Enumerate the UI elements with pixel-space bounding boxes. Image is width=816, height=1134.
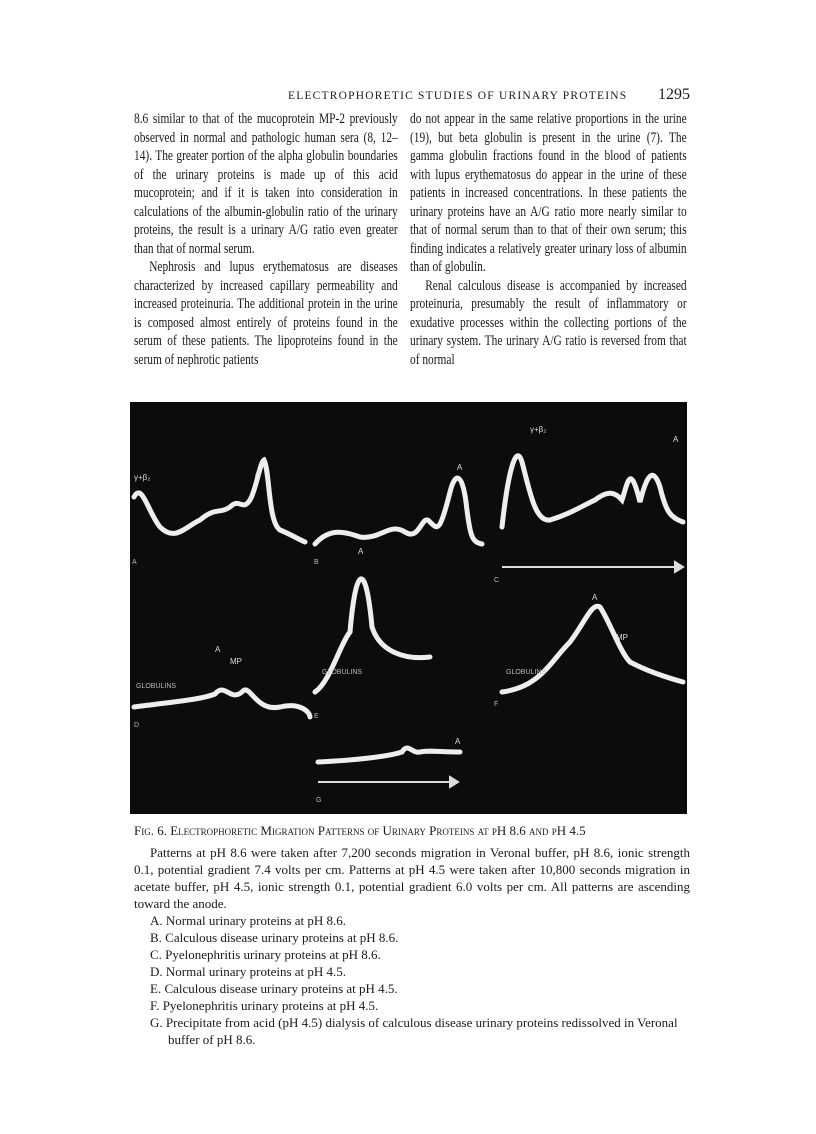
caption-title: Fig. 6. Electrophoretic Migration Patterns of Urinary Proteins at pH 8.6 and pH 4.5	[134, 823, 586, 838]
electrophoresis-figure	[130, 402, 687, 814]
gamma-beta-label-c: γ+β₂	[530, 425, 547, 434]
paragraph: Renal calculous disease is accompanied by increased proteinuria, presumably the result of inflammatory or exudative processes within the collecting portions of the urinary system. The urinary A/G ratio is reversed from that of normal	[410, 277, 687, 368]
albumin-label-f: A	[592, 593, 598, 602]
page-number: 1295	[658, 86, 690, 103]
paragraph: do not appear in the same relative proportions in the urine (19), but beta globulin is present in the urine (7). The gamma globulin fractions found in the blood of patients with lupus erythematosus do appear in the urine of these patients in increased concentrations. In these patients the urinary proteins have an A/G ratio more nearly similar to that of normal serum than to that of their own serum; this finding indicates a relatively greater urinary loss of albumin than of globulin.	[410, 111, 687, 275]
paragraph: 8.6 similar to that of the mucoprotein MP-2 previously observed in normal and pathologic human sera (8, 12–14). The greater portion of the alpha globulin boundaries of the urinary proteins is made up of this acid mucoprotein; and if it is taken into consideration in calculations of the albumin-globulin ratio of the urinary proteins, the result is a urinary A/G ratio even greater than that of normal serum.	[134, 111, 398, 257]
figure-caption	[134, 822, 690, 1048]
globulins-label-f: GLOBULINS	[506, 669, 547, 676]
albumin-label-g: A	[455, 737, 461, 746]
pattern-g-curve	[318, 748, 460, 762]
pattern-d-curve	[134, 690, 310, 717]
left-column	[134, 110, 398, 369]
gamma-beta-label-a: γ+β₂	[134, 473, 151, 482]
albumin-label-a: A	[255, 469, 261, 478]
caption-body: Patterns at pH 8.6 were taken after 7,200 seconds migration in Veronal buffer, pH 8.6, ionic strength 0.1, potential gradient 7.4 volts per cm. Patterns at pH 4.5 were taken after 10,800 seconds migration in acetate buffer, pH 4.5, ionic strength 0.1, potential gradient 6.0 volts per cm. All patterns are ascending toward the anode.	[134, 845, 690, 911]
albumin-label-e: A	[358, 547, 364, 556]
panel-label-d: D	[134, 722, 140, 729]
pattern-f-curve	[502, 606, 683, 692]
mp-label-f: MP	[616, 633, 628, 642]
caption-item: D. Normal urinary proteins at pH 4.5.	[150, 964, 347, 979]
mp-label-d: MP	[230, 657, 242, 666]
panel-label-f: F	[494, 701, 499, 708]
albumin-label-b: A	[457, 463, 463, 472]
right-column	[410, 110, 687, 369]
paragraph: Nephrosis and lupus erythematosus are diseases characterized by increased capillary permeability and increased proteinuria. The additional protein in the urine is composed almost entirely of proteins found in the serum of these patients. The lipoproteins found in the serum of nephrotic patients	[134, 259, 398, 368]
panel-label-b: B	[314, 559, 319, 566]
running-title: ELECTROPHORETIC STUDIES OF URINARY PROTEINS	[288, 90, 628, 102]
pattern-c-curve	[502, 456, 683, 527]
caption-item: B. Calculous disease urinary proteins at pH 8.6.	[150, 930, 399, 945]
caption-item: A. Normal urinary proteins at pH 8.6.	[150, 913, 347, 928]
albumin-label-d: A	[215, 645, 221, 654]
panel-label-g: G	[316, 797, 322, 804]
panel-label-e: E	[314, 713, 319, 720]
panel-label-a: A	[132, 559, 137, 566]
caption-item: F. Pyelonephritis urinary proteins at pH 4.5.	[150, 998, 379, 1013]
caption-item: E. Calculous disease urinary proteins at pH 4.5.	[150, 981, 398, 996]
caption-item: G. Precipitate from acid (pH 4.5) dialysis of calculous disease urinary proteins redissolved in Veronal buffer of pH 8.6.	[150, 1015, 678, 1047]
globulins-label-e: GLOBULINS	[322, 669, 363, 676]
figure-patterns	[130, 402, 687, 814]
albumin-label-c: A	[673, 435, 679, 444]
caption-item: C. Pyelonephritis urinary proteins at pH 8.6.	[150, 947, 381, 962]
pattern-b-curve	[315, 478, 482, 544]
panel-label-c: C	[494, 577, 500, 584]
pattern-a-curve	[134, 460, 305, 542]
caption-list	[134, 912, 690, 1048]
globulins-label-d: GLOBULINS	[136, 683, 177, 690]
